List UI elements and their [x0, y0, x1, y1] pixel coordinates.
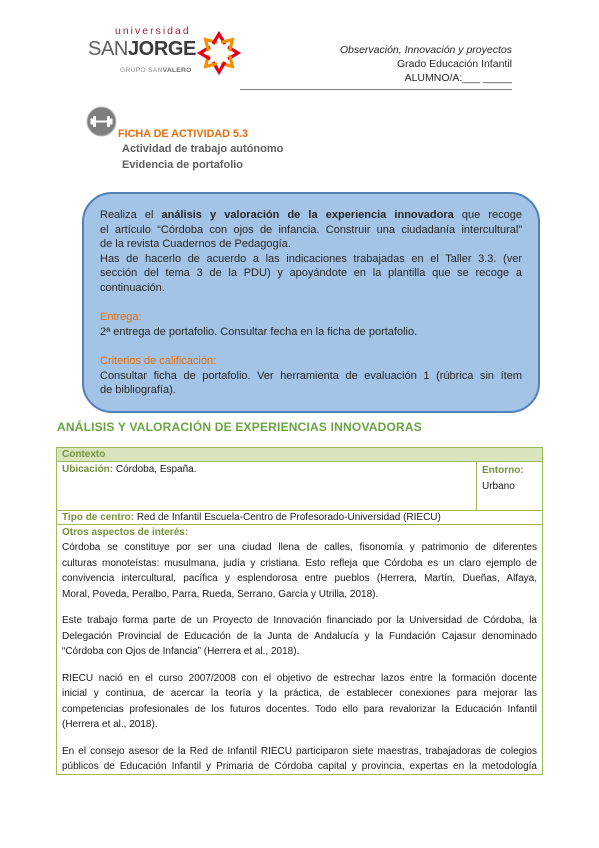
activity-title: FICHA DE ACTIVIDAD 5.3	[118, 128, 248, 140]
section-title: ANÁLISIS Y VALORACIÓN DE EXPERIENCIAS INNOVADORAS	[57, 420, 422, 434]
center-type-row	[57, 511, 542, 525]
logo-name-bold: JORGE	[127, 38, 196, 60]
text-line: culturas monoteístas: musulmana, judía y cristiana. Esto refleja que Córdoba es un claro ejemplo de	[62, 557, 537, 569]
text-line: inicial y continua, de acercar la teoría y la práctica, de establecer conexiones para mejorar las	[62, 688, 537, 700]
location-cell	[57, 462, 477, 510]
criteria-label: Criterios de calificación:	[100, 354, 217, 367]
paragraph	[62, 613, 537, 659]
text-line: En el consejo asesor de la Red de Infantil RIECU participaron siete maestras, trabajadoras de colegios	[62, 745, 537, 757]
task-line: continuación.	[100, 281, 165, 294]
center-type-label: Tipo de centro:	[62, 512, 135, 523]
delivery-text: 2ª entrega de portafolio. Consultar fecha en la ficha de portafolio.	[100, 325, 418, 338]
paragraph	[62, 671, 537, 733]
text-line: (Herrera et al., 2018).	[62, 719, 158, 731]
text-line: Delegación Provincial de Educación de la Junta de Andalucía y la Fundación Cajasur denominado	[62, 630, 537, 642]
context-table	[56, 447, 543, 775]
environment-value: Urbano	[482, 480, 515, 492]
task-line-text: Realiza el	[100, 209, 162, 221]
logo-name-light: SAN	[88, 38, 128, 60]
paragraph	[62, 744, 537, 774]
task-line: sección del tema 3 de la PDU) y apoyándote en la plantilla que se recoge a	[100, 267, 522, 280]
activity-evidence: Evidencia de portafolio	[122, 159, 244, 171]
text-line: “Córdoba con Ojos de Infancia” (Herrera et al., 2018).	[62, 646, 300, 658]
text-line: convivencia intercultural, pacífica y esplendorosa entre pueblos (Herrera, Martín, Dueñas, Alfaya,	[62, 573, 537, 585]
other-aspects-label: Otros aspectos de interés:	[62, 527, 189, 538]
task-line: Has de hacerlo de acuerdo a las indicaciones trabajadas en el Taller 3.3. (ver	[100, 252, 522, 265]
center-type-value: Red de Infantil Escuela-Centro de Profesorado-Universidad (RIECU)	[134, 512, 441, 523]
task-instructions-box	[82, 192, 540, 413]
logo-group-light: GRUPO SAN	[120, 67, 163, 74]
header-info	[340, 43, 512, 85]
location-row	[57, 462, 542, 511]
environment-cell	[477, 462, 542, 510]
student-field: ALUMNO/A:___ _____	[404, 72, 512, 84]
logo-ray	[221, 35, 237, 51]
text-line: RIECU nació en el curso 2007/2008 con el objetivo de estrechar lazos entre la formación docente	[62, 672, 537, 684]
logo-group-text	[120, 66, 192, 75]
subject-name: Observación, Innovación y proyectos	[339, 44, 512, 56]
task-line	[100, 208, 522, 223]
dumbbell-icon	[86, 106, 117, 137]
spacer	[100, 296, 522, 311]
logo-university-text: universidad	[115, 25, 191, 37]
san-jorge-star-logo-icon	[196, 30, 242, 76]
spacer	[100, 339, 522, 354]
text-line: públicos de Educación Infantil y Primaria de Córdoba capital y provincia, expertas en la metodología	[62, 761, 537, 773]
task-line: el artículo “Córdoba con ojos de infancia. Construir una ciudadanía intercultural”	[100, 223, 522, 236]
task-highlight: análisis y valoración de la experiencia innovadora	[161, 209, 454, 221]
delivery-label: Entrega:	[100, 311, 142, 324]
environment-label: Entorno:	[482, 465, 524, 476]
text-line: Córdoba se constituye por ser una ciudad llena de calles, fisonomía y patrimonio de diferentes	[62, 542, 537, 554]
criteria-line: de bibliografía).	[100, 384, 176, 397]
logo-group-bold: VALERO	[162, 67, 192, 74]
location-value: Córdoba, España.	[113, 464, 197, 475]
other-aspects-cell	[57, 525, 542, 774]
text-line: Moral, Poveda, Peralbo, Parra, Rueda, Serrano, García y Utrilla, 2018).	[62, 588, 379, 600]
location-label: Ubicación:	[62, 464, 114, 475]
text-line: competencias profesionales de los futuros docentes. Todo ello para revalorizar la Educación Infantil	[62, 703, 537, 715]
task-line-text: que recoge	[453, 209, 522, 221]
criteria-line: Consultar ficha de portafolio. Ver herramienta de evaluación 1 (rúbrica sin ítem	[100, 369, 522, 382]
task-line: de la revista Cuadernos de Pedagogía.	[100, 238, 291, 251]
text-line: Este trabajo forma parte de un Proyecto de Innovación financiado por la Universidad de Córdoba, la	[62, 615, 537, 627]
logo-name	[88, 37, 196, 61]
university-logo	[88, 24, 198, 80]
paragraph	[62, 540, 537, 602]
degree-name: Grado Educación Infantil	[397, 58, 512, 70]
context-header: Contexto	[57, 448, 542, 462]
activity-type: Actividad de trabajo autónomo	[122, 143, 284, 155]
header-divider	[240, 89, 512, 90]
